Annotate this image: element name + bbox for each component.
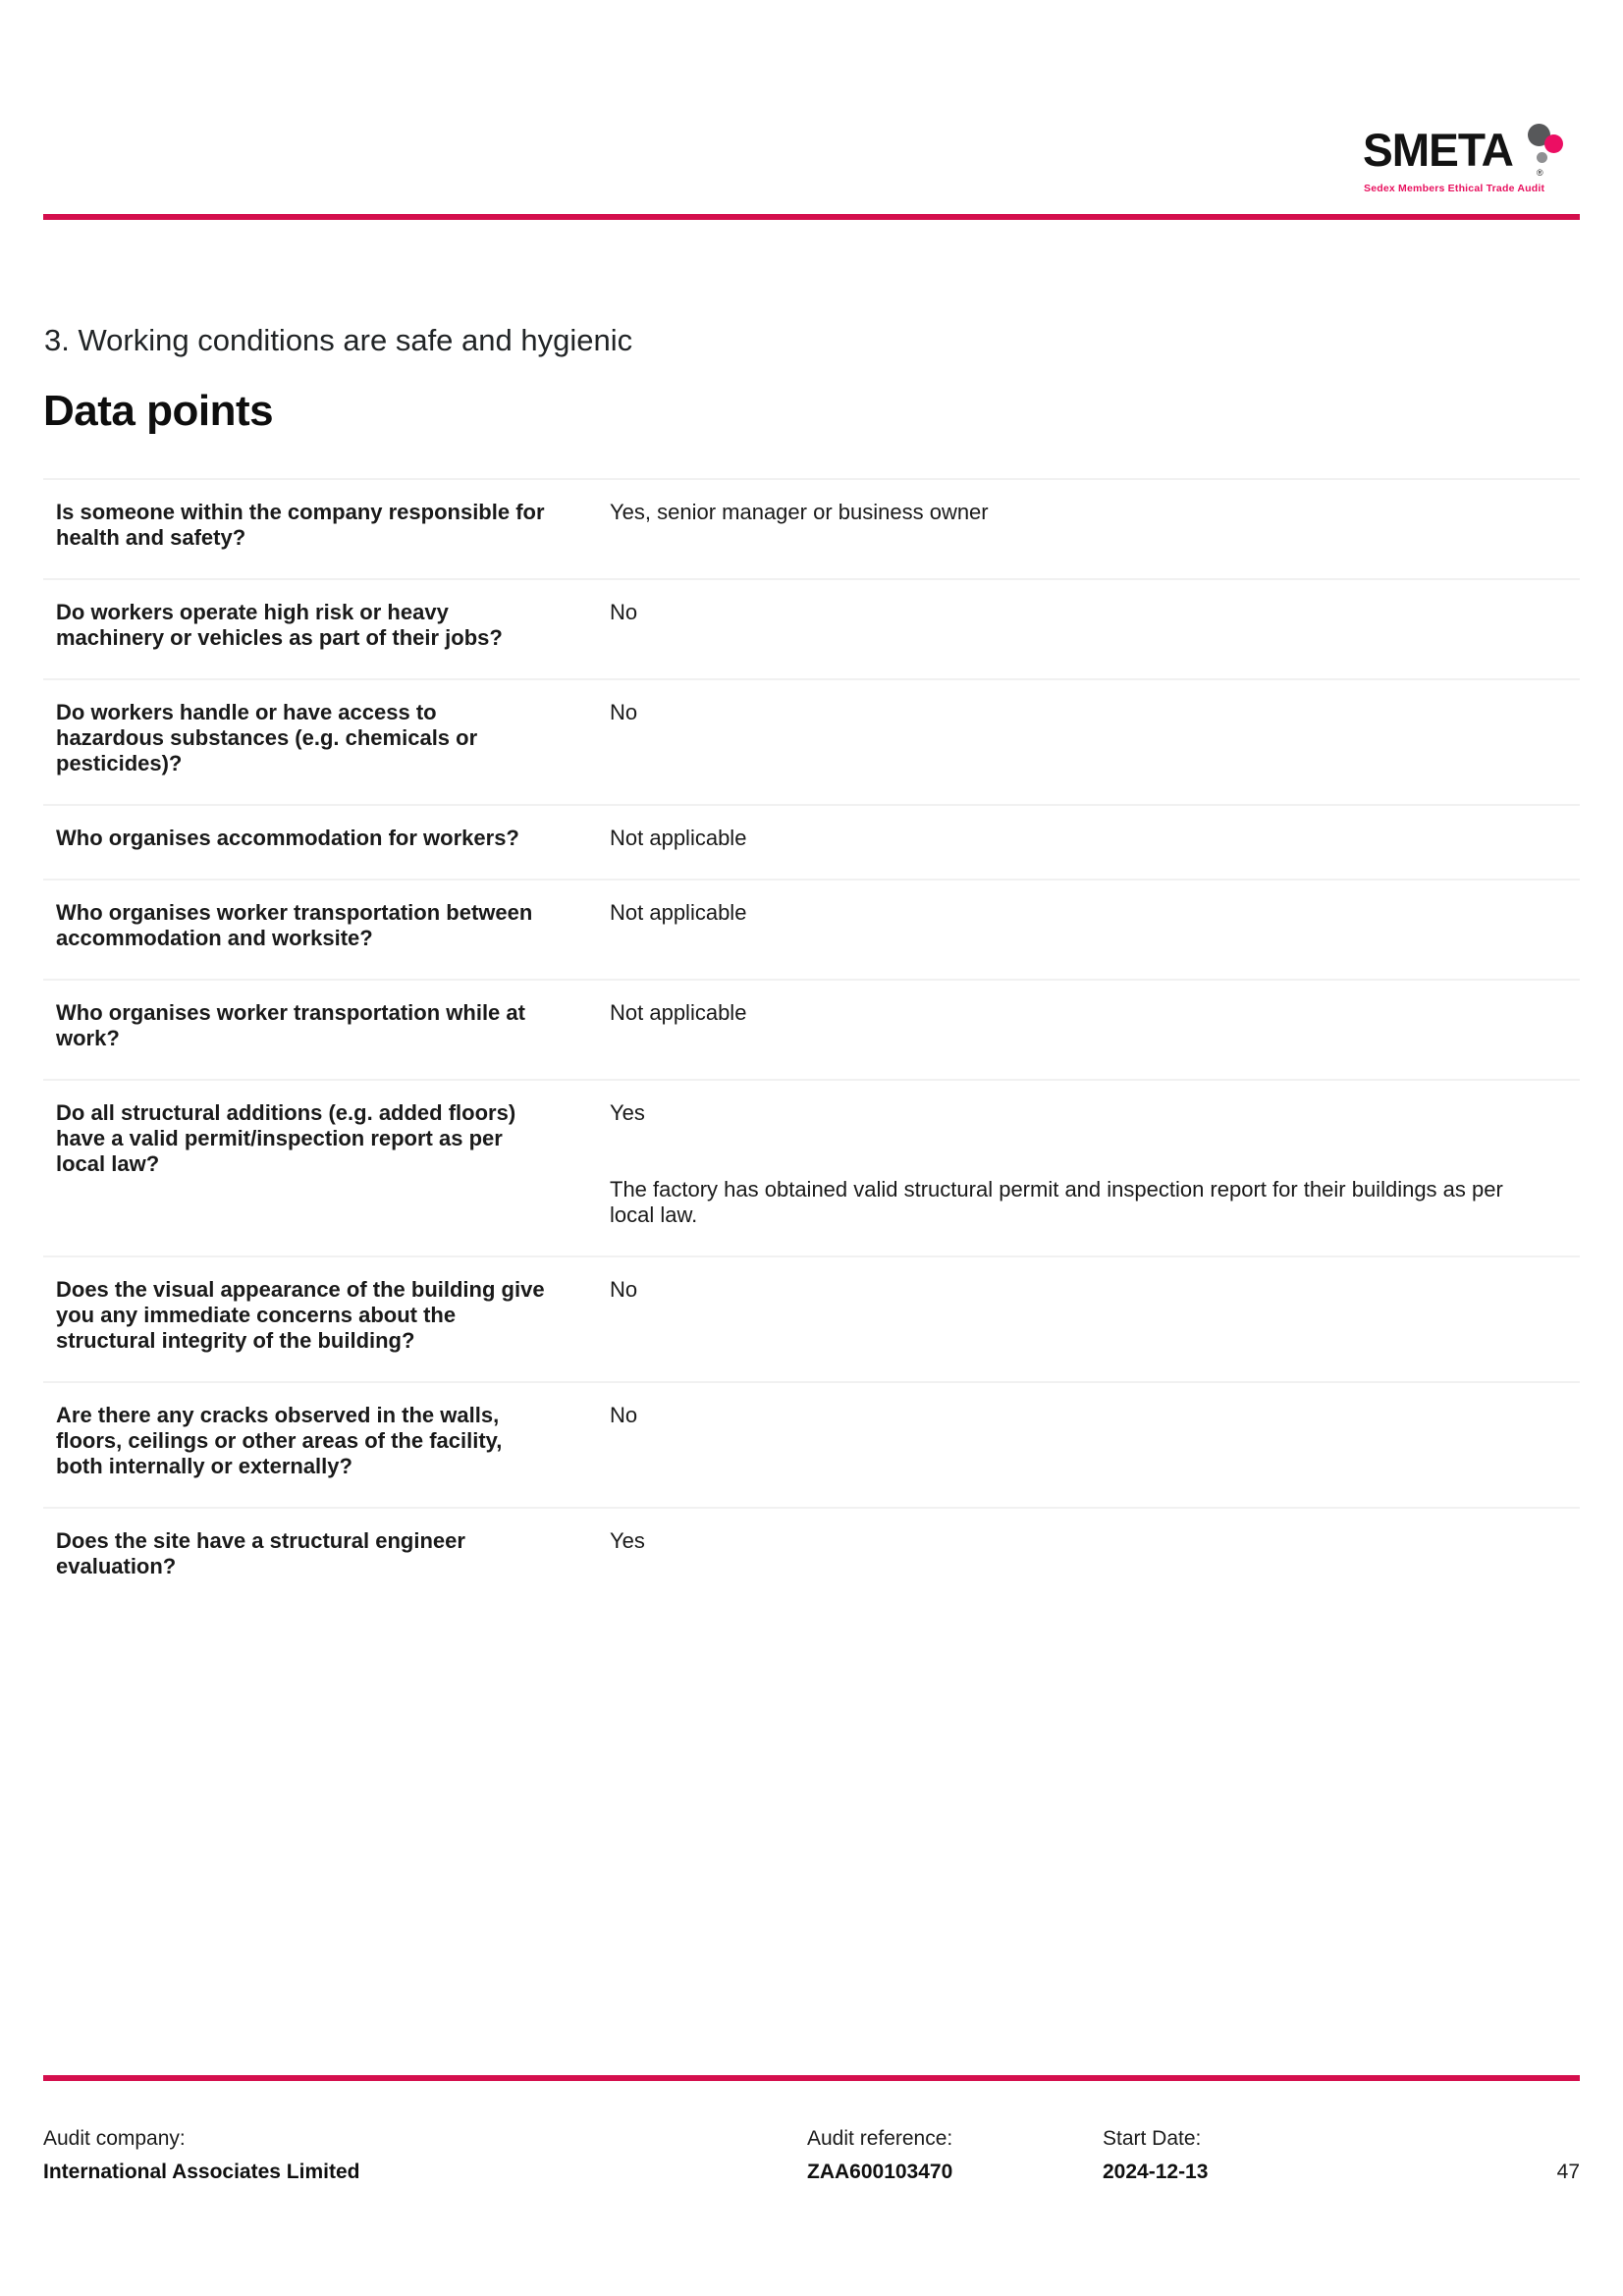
audit-company-value: International Associates Limited [43, 2161, 360, 2183]
page-footer [43, 2126, 1580, 2205]
answer-text: Not applicable [610, 1000, 747, 1025]
table-row [43, 879, 1580, 979]
table-row [43, 979, 1580, 1079]
table-row [43, 1255, 1580, 1381]
answer-text: Yes [610, 1528, 645, 1553]
logo-tagline: Sedex Members Ethical Trade Audit [1364, 183, 1545, 194]
answer-text: No [610, 1277, 638, 1302]
section-title: 3. Working conditions are safe and hygienic [44, 323, 633, 357]
audit-reference-value: ZAA600103470 [807, 2161, 953, 2183]
answer-note: The factory has obtained valid structural permit and inspection report for their buildings as per local law. [610, 1177, 1503, 1227]
table-row [43, 578, 1580, 678]
footer-audit-company [43, 2126, 359, 2185]
audit-reference-label: Audit reference: [807, 2127, 953, 2150]
question-text: Do workers operate high risk or heavy machinery or vehicles as part of their jobs? [56, 600, 503, 650]
table-row [43, 478, 1580, 578]
header-accent-rule [43, 214, 1580, 220]
registered-trademark-symbol: ® [1537, 168, 1543, 178]
table-row [43, 1381, 1580, 1507]
smeta-logo [1363, 122, 1579, 202]
answer-text: Not applicable [610, 826, 747, 850]
question-text: Do workers handle or have access to hazardous substances (e.g. chemicals or pesticides)? [56, 700, 478, 775]
question-text: Is someone within the company responsible for health and safety? [56, 500, 545, 550]
answer-cell [567, 1277, 1580, 1354]
answer-cell [567, 700, 1580, 776]
answer-text: No [610, 600, 638, 624]
footer-accent-rule [43, 2075, 1580, 2081]
answer-cell [567, 1000, 1580, 1051]
answer-cell [567, 1100, 1580, 1228]
answer-cell [567, 1528, 1580, 1579]
answer-text: Not applicable [610, 900, 747, 925]
data-points-table [43, 478, 1580, 1607]
answer-cell [567, 1403, 1580, 1479]
table-row [43, 1079, 1580, 1255]
table-row [43, 1507, 1580, 1607]
question-text: Who organises worker transportation while at work? [56, 1000, 525, 1050]
question-text: Who organises accommodation for workers? [56, 826, 519, 850]
logo-dot-pink-icon [1544, 134, 1563, 153]
table-row [43, 804, 1580, 879]
footer-audit-reference [807, 2126, 952, 2185]
start-date-label: Start Date: [1103, 2127, 1202, 2150]
answer-cell [567, 500, 1580, 551]
page-title: Data points [43, 387, 274, 435]
answer-cell [567, 900, 1580, 951]
question-text: Are there any cracks observed in the walls, floors, ceilings or other areas of the facility, both internally or externally? [56, 1403, 503, 1478]
answer-text: No [610, 700, 638, 724]
table-row [43, 678, 1580, 804]
footer-start-date [1103, 2126, 1208, 2185]
answer-text: Yes [610, 1100, 645, 1125]
question-text: Does the site have a structural engineer evaluation? [56, 1528, 465, 1578]
answer-text: No [610, 1403, 638, 1427]
page-number: 47 [1556, 2161, 1580, 2183]
answer-cell [567, 600, 1580, 651]
logo-dot-gray-icon [1537, 152, 1547, 163]
question-text: Does the visual appearance of the building give you any immediate concerns about the structural integrity of the building? [56, 1277, 545, 1353]
answer-cell [567, 826, 1580, 851]
question-text: Who organises worker transportation between accommodation and worksite? [56, 900, 533, 950]
question-text: Do all structural additions (e.g. added floors) have a valid permit/inspection report as per local law? [56, 1100, 516, 1176]
smeta-wordmark: SMETA [1363, 124, 1513, 176]
audit-company-label: Audit company: [43, 2127, 186, 2150]
answer-text: Yes, senior manager or business owner [610, 500, 989, 524]
start-date-value: 2024-12-13 [1103, 2161, 1209, 2183]
